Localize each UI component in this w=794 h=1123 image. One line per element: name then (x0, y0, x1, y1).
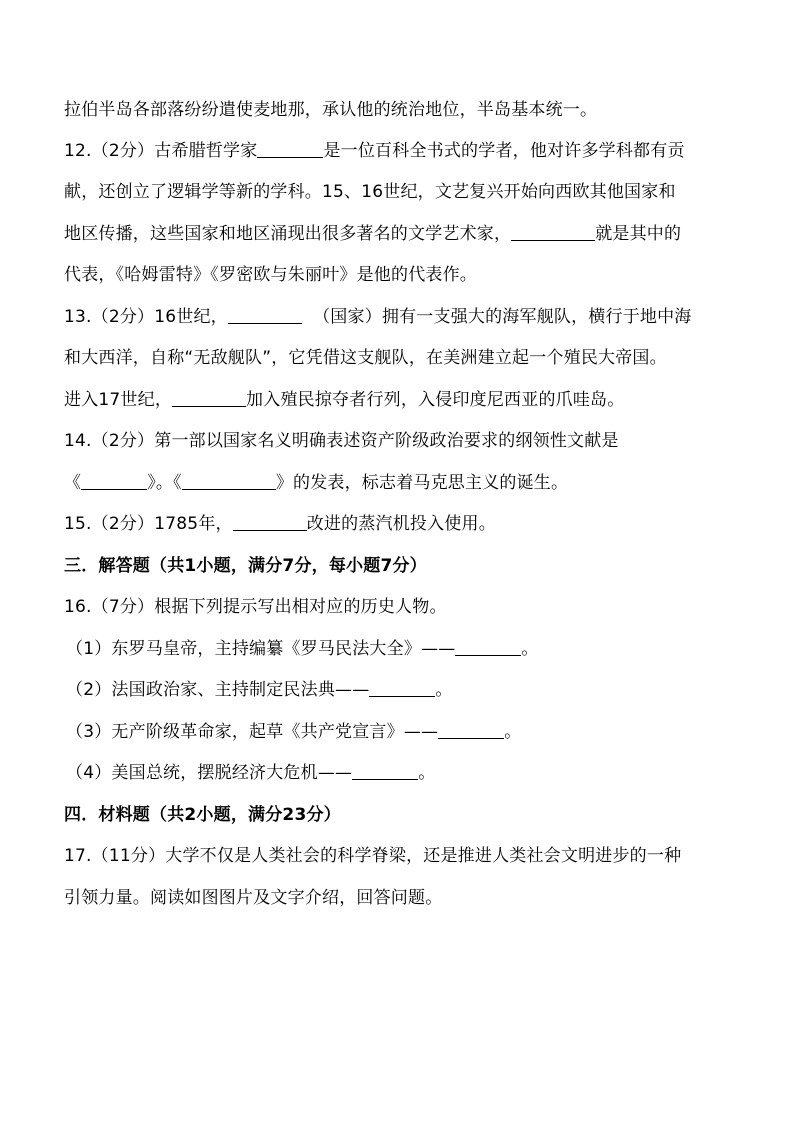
question-12-line-2 (64, 181, 744, 203)
text: 拉伯半岛各部落纷纷遣使麦地那，承认他的统治地位，半岛基本统一。 (64, 100, 598, 120)
question-12-line-1 (64, 140, 744, 162)
question-12-line-4 (64, 264, 744, 286)
text: 16.（7分）根据下列提示写出相对应的历史人物。 (64, 597, 447, 617)
text: （国家）拥有一支强大的海军舰队，横行于地中海 (313, 307, 692, 327)
text: 》的发表，标志着马克思主义的诞生。 (275, 473, 569, 493)
text: （4）美国总统，摆脱经济大危机—— (66, 763, 353, 783)
text: 17.（11分）大学不仅是人类社会的科学脊梁，还是推进人类社会文明进步的一种 (64, 846, 682, 866)
text: 12.（2分）古希腊哲学家 (64, 141, 258, 161)
text: 进入17世纪， (64, 390, 173, 410)
text: 》。《 (147, 473, 182, 493)
text: （2）法国政治家、主持制定民法典—— (66, 680, 370, 700)
question-13-line-2 (64, 347, 744, 369)
text: （3）无产阶级革命家，起草《共产党宣言》—— (66, 722, 439, 742)
answer-blank[interactable] (172, 390, 246, 407)
question-15-line-1 (64, 513, 744, 535)
question-17-line-2 (64, 887, 744, 909)
text: 。 (418, 763, 436, 783)
text: 《 (64, 473, 82, 493)
question-17-line-1 (64, 845, 744, 867)
answer-blank[interactable] (257, 141, 323, 158)
text: 代表，《哈姆雷特》《罗密欧与朱丽叶》是他的代表作。 (64, 265, 477, 285)
text: （1）东罗马皇帝，主持编纂《罗马民法大全》—— (66, 639, 456, 659)
text: 13.（2分）16世纪， (64, 307, 228, 327)
text: 就是其中的 (595, 224, 682, 244)
answer-blank[interactable] (455, 639, 521, 656)
question-16-line-1 (64, 596, 744, 618)
question-13-line-1 (64, 306, 744, 328)
text: 。 (504, 722, 522, 742)
answer-blank[interactable] (352, 763, 418, 780)
text-line-1 (64, 99, 744, 121)
question-16-item-2 (66, 679, 746, 701)
text: 是一位百科全书式的学者，他对许多学科都有贡 (323, 141, 685, 161)
question-16-item-1 (66, 638, 746, 660)
text: 三．解答题（共1小题，满分7分，每小题7分） (64, 556, 427, 576)
answer-blank[interactable] (182, 473, 276, 490)
question-16-item-3 (66, 721, 746, 743)
text: 改进的蒸汽机投入使用。 (306, 514, 496, 534)
question-14-line-2 (64, 472, 744, 494)
question-12-line-3 (64, 223, 744, 245)
answer-blank[interactable] (438, 722, 504, 739)
text: 15.（2分）1785年， (64, 514, 233, 534)
question-13-line-3 (64, 389, 744, 411)
text: 引领力量。阅读如图图片及文字介绍，回答问题。 (64, 888, 443, 908)
answer-blank[interactable] (81, 473, 147, 490)
text: 加入殖民掠夺者行列，入侵印度尼西亚的爪哇岛。 (246, 390, 625, 410)
question-16-item-4 (66, 762, 746, 784)
text: 四．材料题（共2小题，满分23分） (64, 805, 341, 825)
answer-blank[interactable] (511, 224, 595, 241)
text: 14.（2分）第一部以国家名义明确表述资产阶级政治要求的纲领性文献是 (64, 431, 619, 451)
text: 地区传播，这些国家和地区涌现出很多著名的文学艺术家， (64, 224, 512, 244)
text: 献，还创立了逻辑学等新的学科。15、16世纪，文艺复兴开始向西欧其他国家和 (64, 182, 676, 202)
text: 和大西洋，自称“无敌舰队”，它凭借这支舰队，在美洲建立起一个殖民大帝国。 (64, 348, 667, 368)
section-3-heading (64, 555, 744, 577)
text: 。 (435, 680, 453, 700)
answer-blank[interactable] (228, 307, 302, 324)
section-4-heading (64, 804, 744, 826)
answer-blank[interactable] (369, 680, 435, 697)
answer-blank[interactable] (233, 514, 307, 531)
text: 。 (521, 639, 539, 659)
question-14-line-1 (64, 430, 744, 452)
